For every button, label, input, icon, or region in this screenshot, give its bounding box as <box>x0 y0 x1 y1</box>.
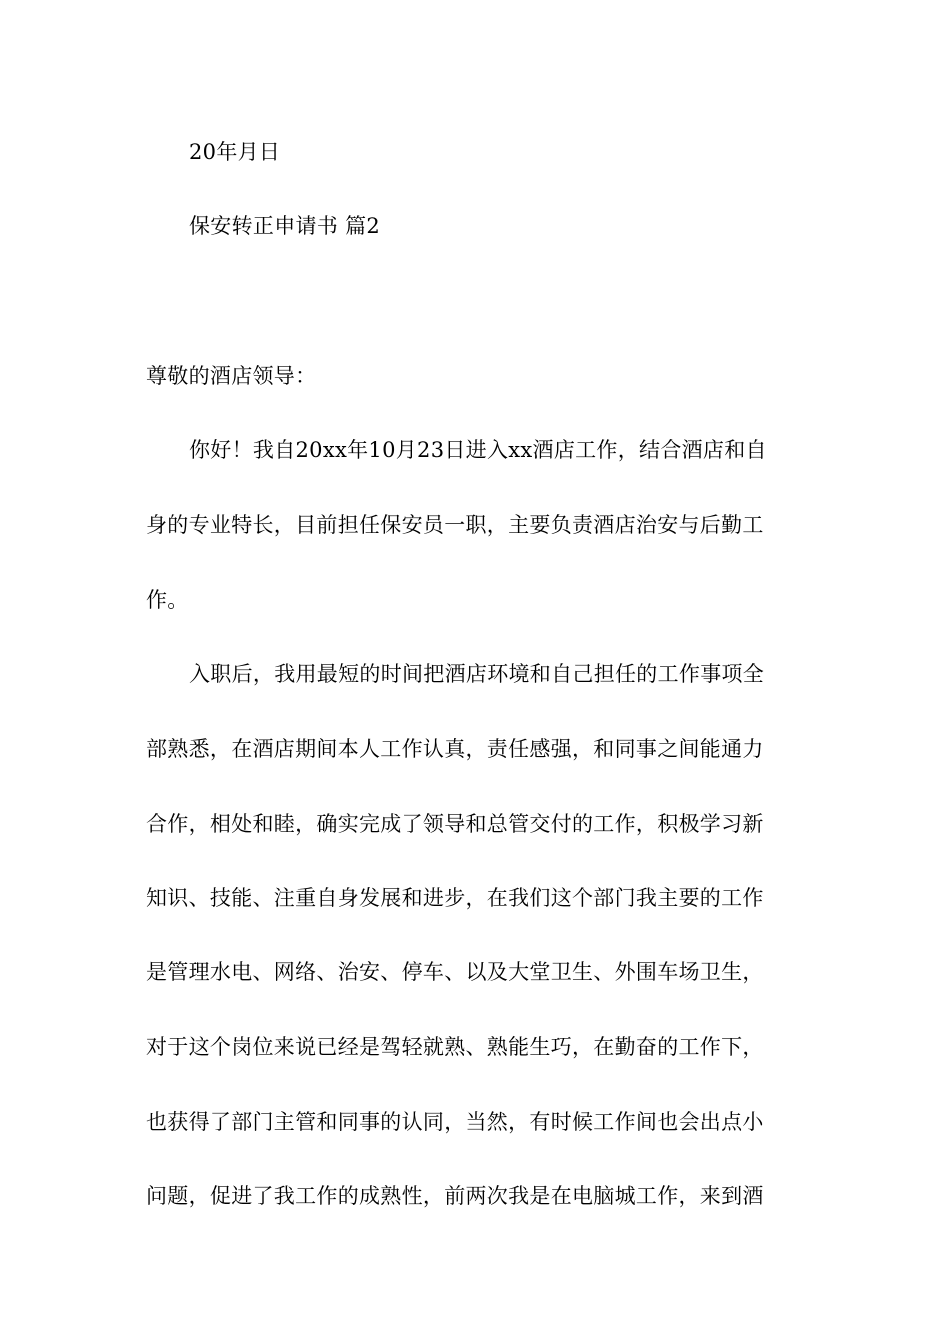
body-line: 问题，促进了我工作的成熟性，前两次我是在电脑城工作，来到酒 <box>146 1184 764 1208</box>
body-line: 对于这个岗位来说已经是驾轻就熟、熟能生巧，在勤奋的工作下， <box>146 1035 764 1059</box>
body-line: 入职后，我用最短的时间把酒店环境和自己担任的工作事项全 <box>189 662 765 686</box>
body-line: 知识、技能、注重自身发展和进步，在我们这个部门我主要的工作 <box>146 886 764 910</box>
body-line: 是管理水电、网络、治安、停车、以及大堂卫生、外围车场卫生， <box>146 960 764 984</box>
body-line: 合作，相处和睦，确实完成了领导和总管交付的工作，积极学习新 <box>146 812 764 836</box>
body-line: 也获得了部门主管和同事的认同，当然，有时候工作间也会出点小 <box>146 1110 764 1134</box>
body-line: 作。 <box>146 588 189 612</box>
body-line: 身的专业特长，目前担任保安员一职，主要负责酒店治安与后勤工 <box>146 513 764 537</box>
date-line: 20年月日 <box>189 140 281 164</box>
body-line: 部熟悉，在酒店期间本人工作认真，责任感强，和同事之间能通力 <box>146 737 764 761</box>
body-line: 你好！我自20xx年10月23日进入xx酒店工作，结合酒店和自 <box>189 438 767 462</box>
salutation: 尊敬的酒店领导： <box>146 364 317 388</box>
section-title: 保安转正申请书 篇2 <box>189 214 381 238</box>
